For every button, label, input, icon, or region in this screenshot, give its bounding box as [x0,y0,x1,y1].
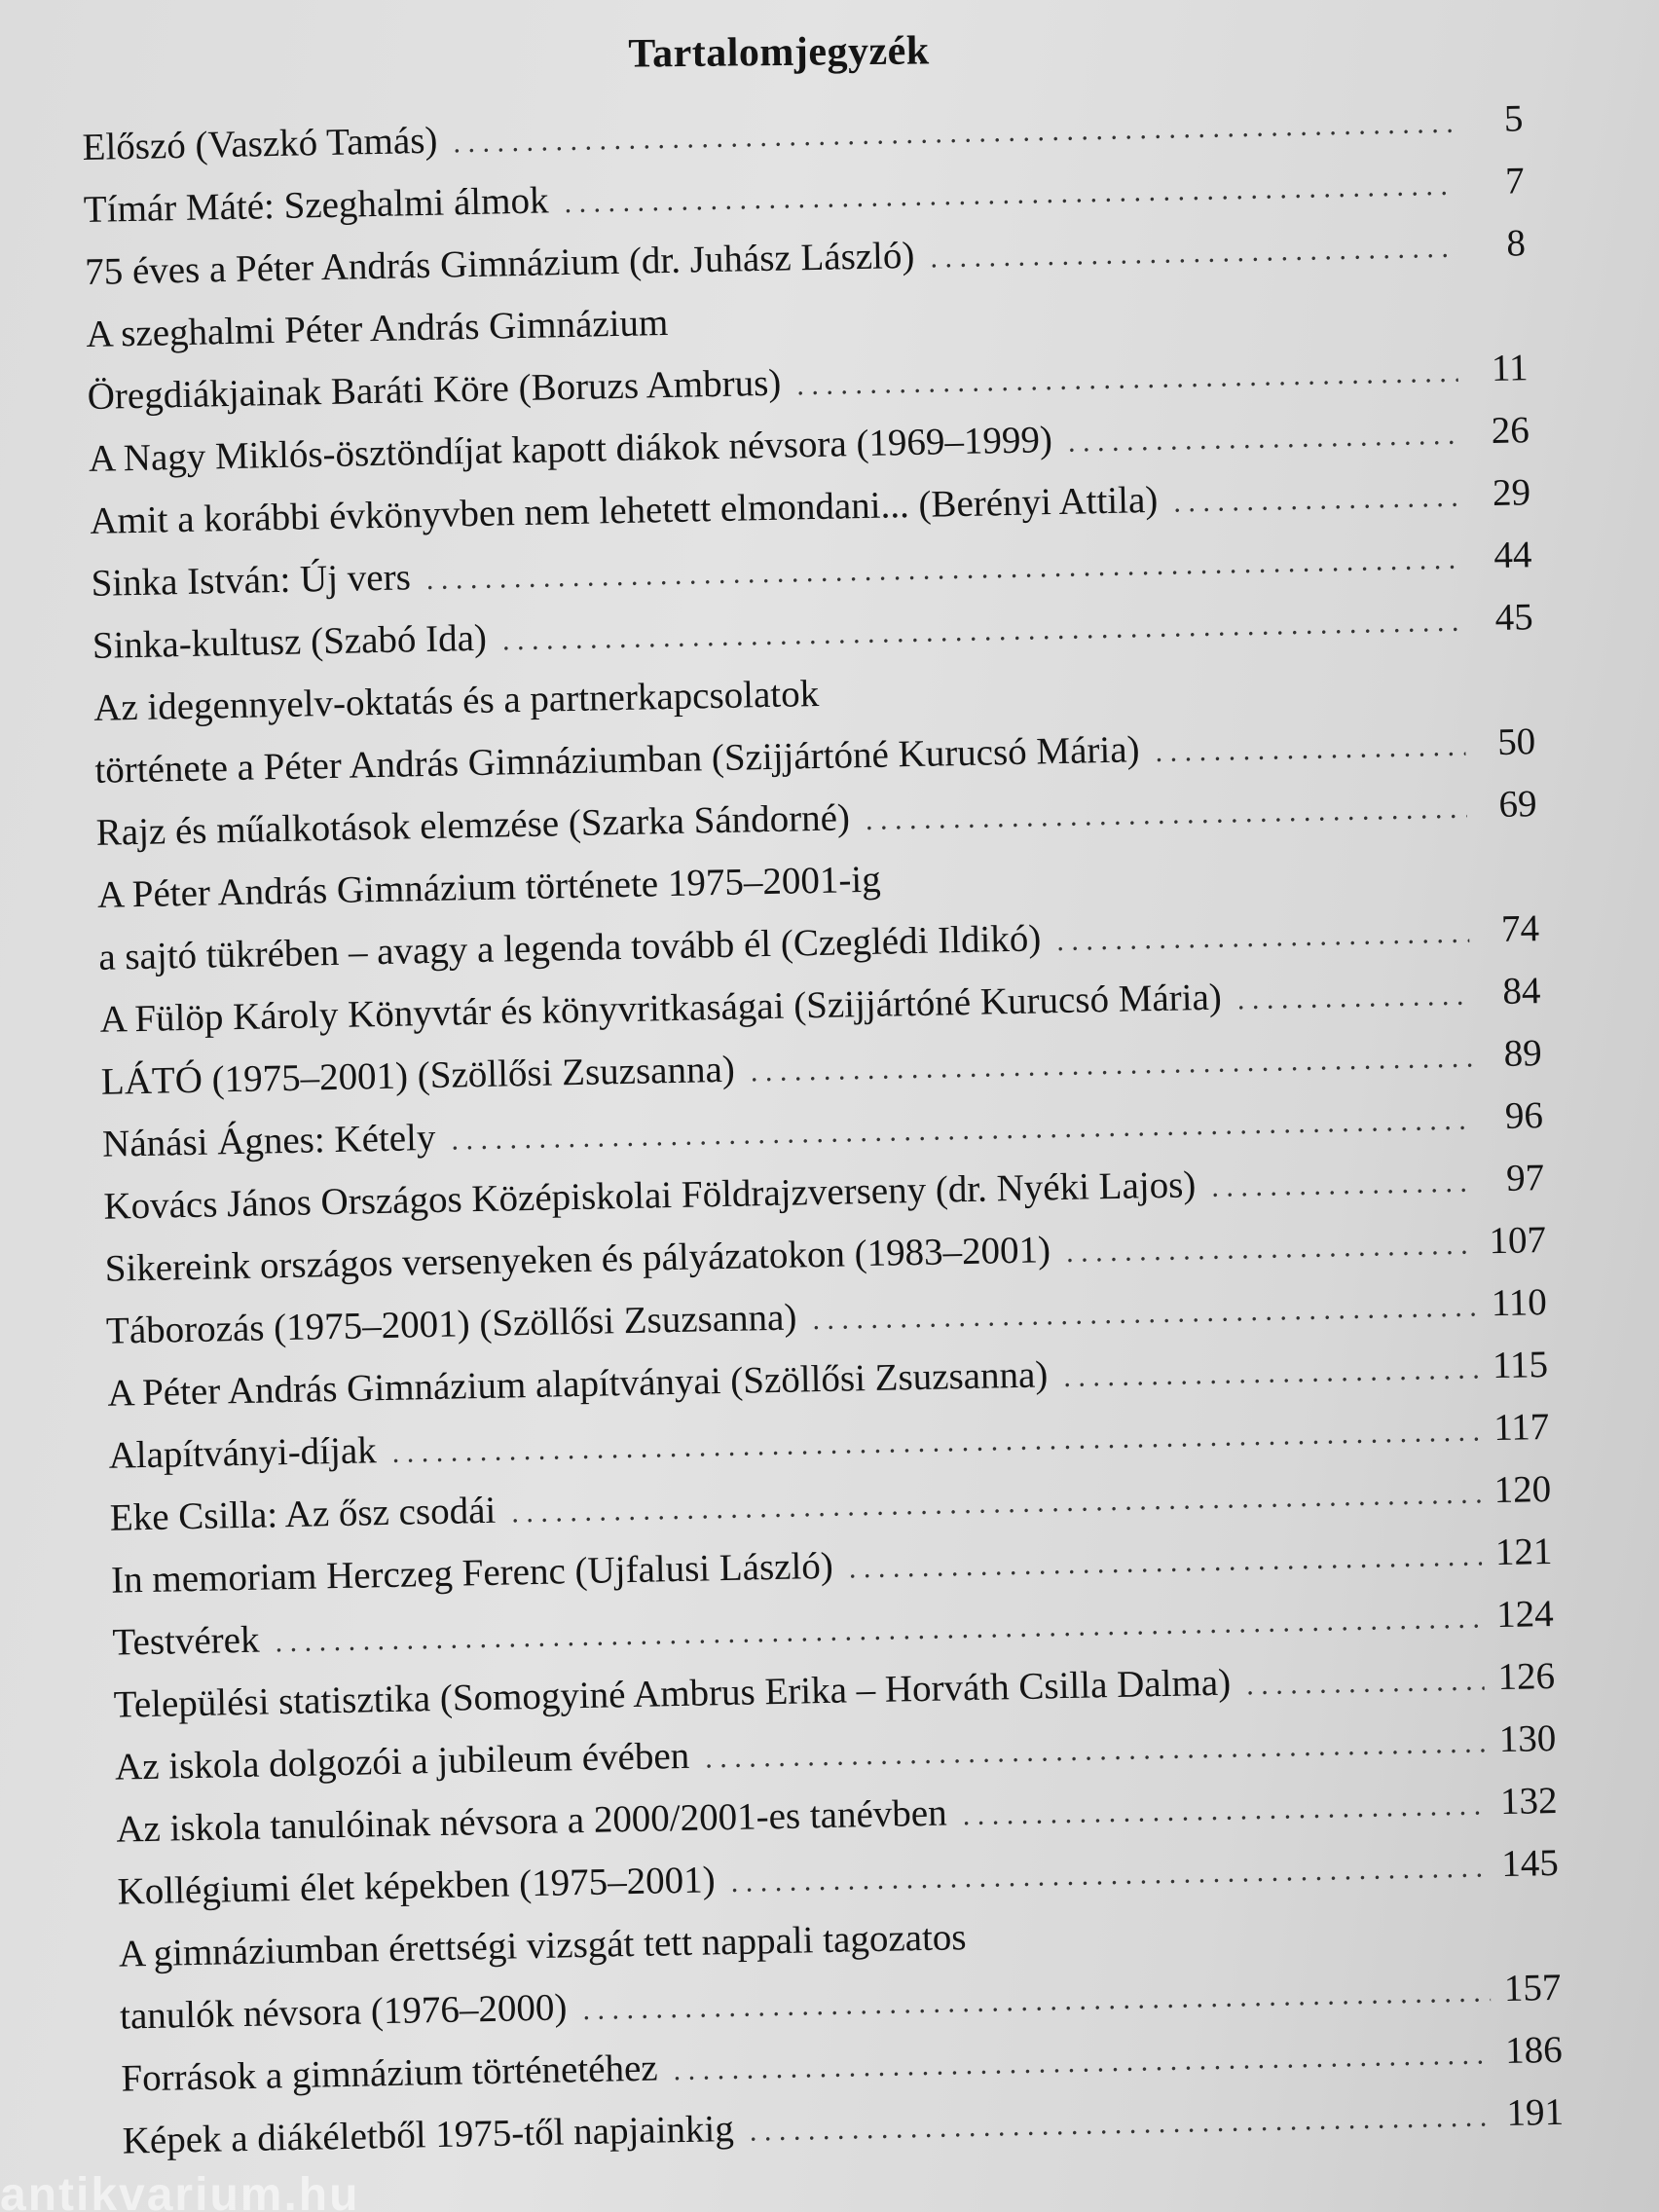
dot-leader [1246,1649,1486,1716]
toc-entry-title: A szeghalmi Péter András Gimnázium [86,301,669,355]
toc-entry-title: Rajz és műalkotások elemzése (Szarka Sándorné) [95,796,851,854]
toc-page-number: 110 [1491,1281,1548,1325]
toc-page-number: 11 [1491,347,1529,389]
toc-page-number: 74 [1500,907,1540,950]
dot-leader [1236,965,1471,1032]
dot-leader [1063,1338,1479,1409]
toc-entry-title: In memoriam Herczeg Ferenc (Ujfalusi László) [110,1544,834,1602]
toc-entry-title: Amit a korábbi évkönyvben nem lehetett elmondani... (Berényi Attila) [89,478,1159,542]
toc-page-number: 186 [1504,2028,1564,2073]
toc-page-number: 89 [1503,1032,1543,1075]
toc-page-number: 130 [1498,1716,1557,1761]
dot-leader [1067,404,1459,474]
toc-page-number: 50 [1496,720,1536,763]
toc-page-number: 29 [1492,471,1531,514]
toc-entry-title: LÁTÓ (1975–2001) (Szöllősi Zsuzsanna) [100,1048,736,1103]
toc-page-number: 117 [1493,1406,1550,1450]
toc-page-number: 121 [1494,1530,1553,1574]
toc-page-number: 96 [1504,1094,1544,1137]
toc-page-number: 191 [1506,2090,1565,2135]
toc-page-number: 157 [1503,1966,1562,2010]
toc-entry-title: története a Péter András Gimnáziumban (Szijjártóné Kurucsó Mária) [94,728,1140,792]
dot-leader [1155,716,1466,784]
toc-entry-title: Sinka István: Új vers [91,556,412,605]
dot-leader [1173,466,1461,535]
toc-entry-title: Testvérek [112,1618,260,1664]
toc-page-number: 8 [1505,222,1527,265]
toc-entry-title: Az iskola tanulóinak névsora a 2000/2001-es tanévben [115,1791,948,1851]
table-of-contents [82,88,1564,2172]
toc-entry-title: Nánási Ágnes: Kétely [101,1116,436,1165]
page-title: Tartalomjegyzék [628,28,930,77]
toc-page-number: 107 [1489,1219,1547,1263]
dot-leader [1065,1214,1476,1284]
toc-entry-title: Sinka-kultusz (Szabó Ida) [92,616,488,667]
toc-page-number: 145 [1500,1841,1560,1886]
watermark: antikvarium.hu [0,2169,360,2212]
toc-page-number: 126 [1497,1654,1556,1699]
toc-entry-title: 75 éves a Péter András Gimnázium (dr. Juhász László) [84,234,915,293]
toc-entry-title: Eke Csilla: Az ősz csodái [109,1489,497,1539]
toc-page-number: 124 [1495,1592,1555,1637]
dot-leader [865,778,1467,852]
toc-page-number: 132 [1499,1779,1558,1824]
toc-entry-title: A Fülöp Károly Könyvtár és könyvritkaságai (Szijjártóné Kurucsó Mária) [99,976,1223,1041]
toc-page-number: 26 [1491,409,1530,453]
dot-leader [962,1774,1488,1847]
toc-entry-title: Települési statisztika (Somogyiné Ambrus Erika – Horváth Csilla Dalma) [113,1661,1232,1726]
toc-entry-title: Előszó (Vaszkó Tamás) [82,119,438,168]
toc-entry-title: Tímár Máté: Szeghalmi álmok [83,179,549,231]
toc-entry-title: Források a gimnázium történetéhez [121,2046,658,2100]
dot-leader [1056,903,1470,973]
toc-page-number: 5 [1503,97,1524,140]
toc-entry-title: A gimnáziumban érettségi vizsgát tett nappali tagozatos [118,1916,967,1975]
toc-entry-title: A Nagy Miklós-ösztöndíjat kapott diákok névsora (1969–1999) [88,419,1053,480]
toc-page-number: 115 [1492,1344,1549,1387]
toc-entry-title: Kovács János Országos Középiskolai Földrajzverseny (dr. Nyéki Lajos) [103,1163,1197,1228]
toc-page-number: 97 [1505,1157,1545,1199]
toc-entry-title: a sajtó tükrében – avagy a legenda tovább él (Czeglédi Ildikó) [97,917,1042,978]
toc-entry-title: Kollégiumi élet képekben (1975–2001) [117,1859,717,1913]
toc-entry-title: Képek a diákéletből 1975-től napjainkig [122,2107,735,2162]
dot-leader [930,217,1456,290]
toc-entry-title: tanulók névsora (1976–2000) [119,1986,568,2038]
toc-page-number: 69 [1498,783,1537,826]
toc-entry-title: A Péter András Gimnázium alapítványai (Szöllősi Zsuzsanna) [106,1353,1049,1415]
toc-entry-title: Az iskola dolgozói a jubileum évében [114,1734,690,1788]
toc-page-number: 84 [1501,970,1541,1013]
toc-page-number: 44 [1493,534,1532,576]
toc-entry-title: A Péter András Gimnázium története 1975–2001-ig [96,858,882,916]
toc-entry-title: Sikereink országos versenyeken és pályázatokon (1983–2001) [104,1229,1051,1290]
toc-page-number: 45 [1494,596,1534,639]
toc-entry-title: Az idegennyelv-oktatás és a partnerkapcsolatok [92,672,820,729]
toc-entry-title: Táborozás (1975–2001) (Szöllősi Zsuzsanna) [105,1296,797,1352]
toc-entry-title: Alapítványi-díjak [108,1429,378,1477]
dot-leader [1211,1152,1475,1219]
toc-page-number: 7 [1504,160,1526,203]
toc-page-number: 120 [1493,1468,1552,1512]
toc-entry-title: Öregdiákjainak Baráti Köre (Boruzs Ambrus) [87,361,782,418]
